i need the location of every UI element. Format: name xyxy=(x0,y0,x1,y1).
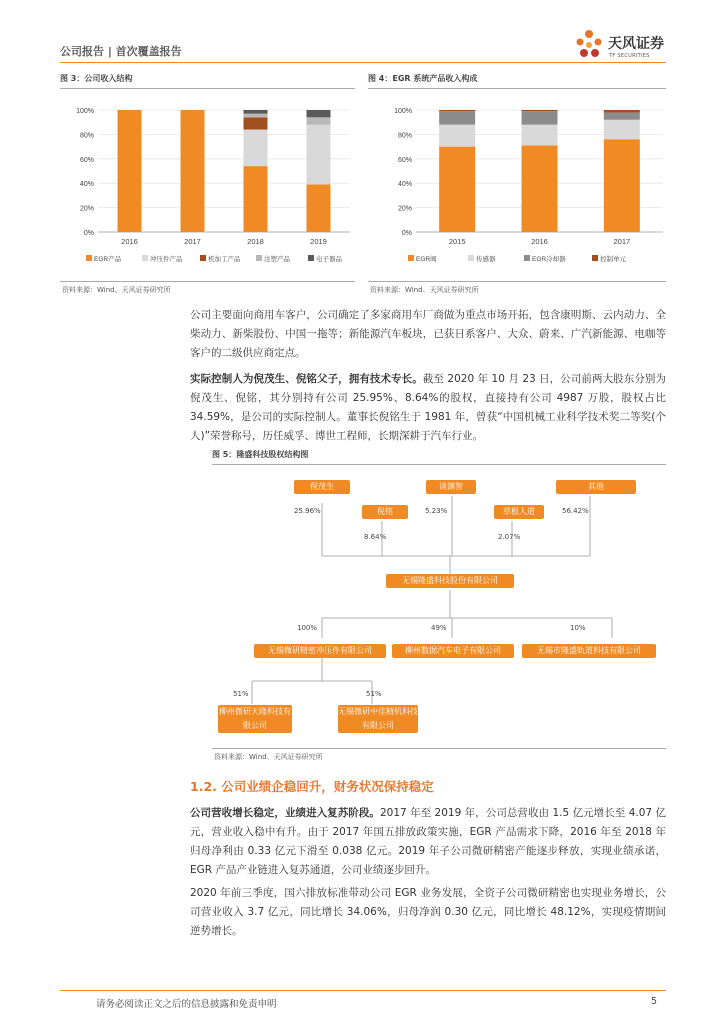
fig3-bar-segment xyxy=(307,110,331,117)
fig3-bottom-divider xyxy=(60,281,355,282)
fig4-legend-swatch xyxy=(524,255,530,261)
fig3-legend-swatch xyxy=(256,255,262,261)
fig4-legend-swatch xyxy=(468,255,474,261)
fig3-legend-label: EGR产品 xyxy=(94,256,122,263)
fig4-legend-swatch xyxy=(592,255,598,261)
pct-shuju: 49% xyxy=(431,624,447,632)
report-type-header: 公司报告 | 首次覆盖报告 xyxy=(60,45,182,58)
fig4-xtick-label: 2015 xyxy=(448,237,466,246)
controller-paragraph xyxy=(190,370,666,446)
pct-liuzhou: 51% xyxy=(233,690,249,698)
footer-disclaimer: 请务必阅读正文之后的信息披露和免责申明 xyxy=(96,999,277,1010)
fig4-ytick-label: 80% xyxy=(397,132,412,140)
section-title: 1.2. 公司业绩企稳回升，财务状况保持稳定 xyxy=(190,779,434,794)
fig3-bar-segment xyxy=(244,166,268,232)
fig3-bar-segment xyxy=(307,125,331,185)
holder-tan-jianzhi: 谈渊智 xyxy=(426,480,476,494)
fig4-xtick-label: 2016 xyxy=(531,237,548,246)
fig3-bar-segment xyxy=(181,110,205,232)
fig3-bar-segment xyxy=(307,184,331,232)
fig4-bar-segment xyxy=(604,110,640,112)
fig4-bar-segment xyxy=(604,112,640,119)
fig3-ytick-label: 60% xyxy=(79,156,94,164)
fig3-xtick-label: 2018 xyxy=(247,237,264,246)
fig3-legend-label: 注塑产品 xyxy=(264,256,290,263)
logo-subtext: TF SECURITIES xyxy=(609,53,650,59)
fig3-ytick-label: 20% xyxy=(79,205,94,213)
company-box: 无锡隆盛科技股份有限公司 xyxy=(386,574,514,588)
fig4-bar-segment xyxy=(522,110,558,111)
fig3-bar-segment xyxy=(244,114,268,118)
holder-ni-ming: 倪铭 xyxy=(362,505,408,519)
fig3-legend-swatch xyxy=(142,255,148,261)
fig4-bar-segment xyxy=(604,120,640,140)
fig3-source: 资料来源：Wind、天风证券研究所 xyxy=(62,286,171,294)
q3-paragraph: 2020 年前三季度，国六排放标准带动公司 EGR 业务发展，全资子公司微研精密也实现业务增长，公司营业收入 3.7 亿元，同比增长 34.06%，归母净润 0.30 亿元，同比增长 48.12%，实现疫情期间逆势增长。 xyxy=(190,887,666,937)
fig4-bar-segment xyxy=(522,145,558,232)
sub-shuju: 柳州数据汽车电子有限公司 xyxy=(392,644,514,658)
holder-ni-maosheng: 倪茂生 xyxy=(294,480,350,494)
fig4-ytick-label: 100% xyxy=(394,108,412,115)
footer-divider xyxy=(60,990,666,991)
fig4-ytick-label: 40% xyxy=(397,181,412,189)
pct-ni-maosheng: 25.96% xyxy=(294,507,321,515)
fig3-legend-label: 冲压件产品 xyxy=(150,256,183,263)
fig3-legend-swatch xyxy=(308,255,314,261)
controller-body: 截至 2020 年 10 月 23 日，公司前两大股东分别为倪茂生、倪铭，其分别持有公司 25.95%、8.64%的股权，直接持有公司 4987 万股，股权占比 34.59%，是公司的实际控制人。董事长倪铭生于 1981 年，曾获“中国机械工业科学技术奖二等奖(个人)”荣誉称号，历任威孚、博世工程师，长期深耕于汽车行业。 xyxy=(190,373,667,442)
fig3-ytick-label: 100% xyxy=(76,108,94,115)
fig4-bar-segment xyxy=(522,125,558,146)
holder-others: 其他 xyxy=(556,480,636,494)
logo-text: 天风证券 xyxy=(608,36,664,52)
fig3-xtick-label: 2019 xyxy=(310,237,327,246)
pct-others: 56.42% xyxy=(562,507,589,515)
fig3-bar-segment xyxy=(244,130,268,167)
fig3-bar-segment xyxy=(244,110,268,114)
revenue-paragraph xyxy=(190,804,666,880)
fig4-ytick-label: 0% xyxy=(401,230,412,237)
fig3-xtick-label: 2016 xyxy=(121,237,138,246)
sub-guidao: 无锡市隆盛轨道科技有限公司 xyxy=(522,644,656,658)
fig3-ytick-label: 80% xyxy=(79,132,94,140)
fig3-legend-swatch xyxy=(200,255,206,261)
fig4-legend-label: EGR阀 xyxy=(416,256,437,263)
fig4-legend-label: 控制单元 xyxy=(600,256,626,263)
fig3-xtick-label: 2017 xyxy=(184,237,201,246)
pct-weiyan: 100% xyxy=(297,624,318,632)
fig3-title-divider xyxy=(60,88,355,89)
fig4-title-divider xyxy=(368,88,666,89)
customer-paragraph: 公司主要面向商用车客户，公司确定了多家商用车厂商做为重点市场开拓，包含康明斯、云内动力、全柴动力、新柴股份、中国一拖等；新能源汽车板块，已获日系客户、大众、蔚来、广汽新能源、电咖等客户的二级供应商定点。 xyxy=(190,309,666,359)
fig4-title: 图 4：EGR 系统产品收入构成 xyxy=(368,74,478,83)
pct-zhongjia: 51% xyxy=(366,690,382,698)
pct-caoyuan: 2.07% xyxy=(498,533,521,541)
fig3-legend-label: 电子器品 xyxy=(316,256,342,263)
fig4-legend-label: EGR冷却器 xyxy=(532,256,566,263)
fig3-legend-label: 机加工产品 xyxy=(208,256,241,263)
pct-guidao: 10% xyxy=(570,624,586,632)
fig4-ytick-label: 60% xyxy=(397,156,412,164)
fig5-title: 图 5：隆盛科技股权结构图 xyxy=(212,450,309,459)
fig3-title: 图 3：公司收入结构 xyxy=(60,74,133,83)
controller-lead: 实际控制人为倪茂生、倪铭父子，拥有技术专长。 xyxy=(190,373,423,385)
fig4-legend-swatch xyxy=(408,255,414,261)
fig4-bar-segment xyxy=(522,111,558,124)
fig4-bottom-divider xyxy=(368,281,666,282)
fig3-bar-segment xyxy=(118,110,142,232)
revenue-lead: 公司营收增长稳定，业绩进入复苏阶段。 xyxy=(190,807,380,819)
sub-weiyan: 无锡微研精密冲压件有限公司 xyxy=(254,644,386,658)
revenue-body: 2017 年至 2019 年，公司总营收由 1.5 亿元增长至 4.07 亿元，营业收入稳中有升。由于 2017 年国五排放政策实施，EGR 产品需求下降，2016 年至 2018 年归母净利由 0.33 亿元下滑至 0.038 亿元。2019 年子公司微研精密产能逐步释放，实现业绩承诺，EGR 产品产业链进入复苏通道，公司业绩逐步回升。 xyxy=(190,807,666,876)
fig4-bar-segment xyxy=(604,139,640,232)
fig5-title-divider xyxy=(212,464,666,465)
holder-caoyuan: 草根人道 xyxy=(494,505,544,519)
grand-liuzhou: 柳州微研天隆科技有限公司 xyxy=(218,705,292,733)
fig4-xtick-label: 2017 xyxy=(613,237,631,246)
fig4-legend-label: 传感器 xyxy=(476,256,496,263)
grand-zhongjia: 无锡微研中佳精机科技有限公司 xyxy=(338,705,418,733)
fig5-source: 资料来源：Wind、天风证券研究所 xyxy=(214,753,323,761)
fig4-chart xyxy=(368,92,668,272)
fig3-bar-segment xyxy=(307,117,331,124)
header-divider xyxy=(60,62,666,63)
fig3-chart xyxy=(60,92,360,272)
pct-tan-jianzhi: 5.23% xyxy=(425,507,448,515)
fig4-bar-segment xyxy=(439,147,475,232)
fig4-source: 资料来源：Wind、天风证券研究所 xyxy=(370,286,479,294)
logo-icon xyxy=(572,28,606,62)
pct-ni-ming: 8.64% xyxy=(364,533,387,541)
fig4-bar-segment xyxy=(439,125,475,147)
fig3-ytick-label: 0% xyxy=(83,230,94,237)
fig4-bar-segment xyxy=(439,111,475,124)
fig3-bar-segment xyxy=(244,117,268,129)
fig5-bottom-divider xyxy=(212,748,666,749)
fig3-ytick-label: 40% xyxy=(79,181,94,189)
fig4-ytick-label: 20% xyxy=(397,205,412,213)
fig3-legend-swatch xyxy=(86,255,92,261)
fig4-bar-segment xyxy=(439,110,475,111)
page-number: 5 xyxy=(651,996,658,1007)
